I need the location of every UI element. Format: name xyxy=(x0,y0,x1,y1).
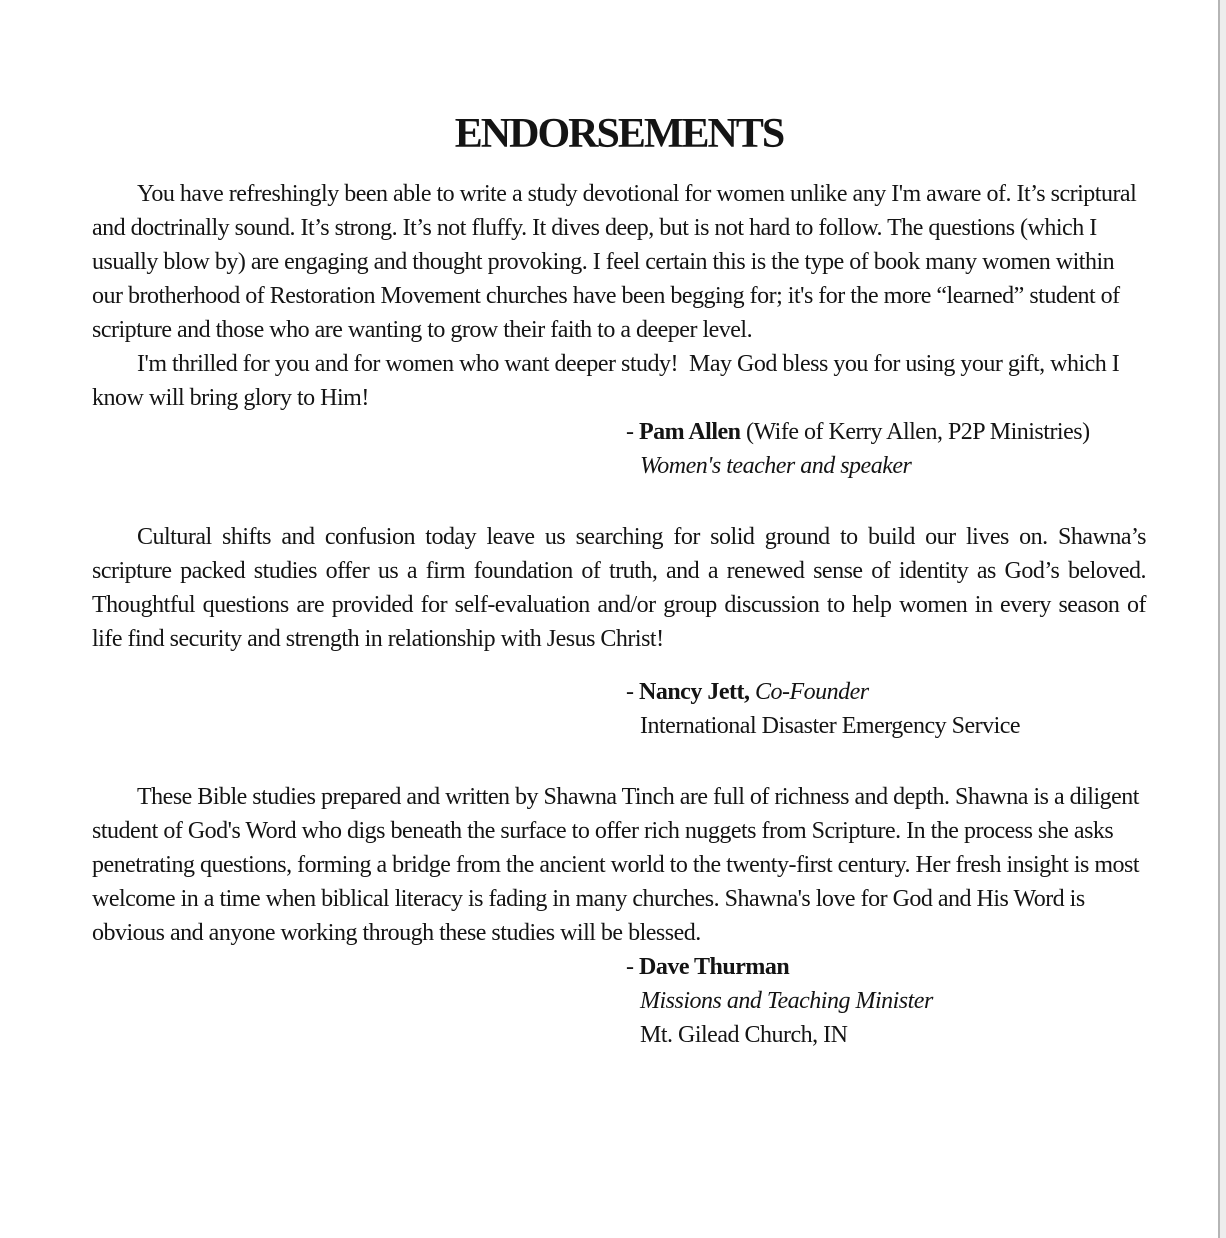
attribution-name: Dave Thurman xyxy=(639,954,790,980)
page-title: ENDORSEMENTS xyxy=(454,111,784,157)
attribution xyxy=(92,675,1146,743)
endorsement-block-dave-thurman xyxy=(92,780,1146,1052)
attribution-name: Nancy Jett, xyxy=(639,679,750,705)
attribution xyxy=(92,950,1146,1052)
endorsement-paragraph: You have refreshingly been able to write a study devotional for women unlike any I'm aware of. It’s scriptural and doctrinally sound. It’s strong. It’s not fluffy. It dives deep, but is not hard to follow. The questions (which I usually blow by) are engaging and thought provoking. I feel certain this is the type of book many women within our brotherhood of Restoration Movement churches have been begging for; it's for the more “learned” student of scripture and those who are wanting to grow their faith to a deeper level. xyxy=(92,181,1137,343)
endorsement-paragraph: These Bible studies prepared and written by Shawna Tinch are full of richness and depth. Shawna is a diligent student of God's Word who digs beneath the surface to offer rich nuggets from Scripture. In the process she asks penetrating questions, forming a bridge from the ancient world to the twenty-first century. Her fresh insight is most welcome in a time when biblical literacy is fading in many churches. Shawna's love for God and His Word is obvious and anyone working through these studies will be blessed. xyxy=(92,784,1140,946)
attribution-name-line xyxy=(626,950,1146,984)
attribution-role: Co-Founder xyxy=(749,679,869,705)
attribution-name-line xyxy=(626,415,1146,449)
page-content xyxy=(92,0,1146,1052)
attribution-role-line: Women's teacher and speaker xyxy=(640,453,912,479)
endorsement-paragraph: Cultural shifts and confusion today leave us searching for solid ground to build our lives on. Shawna’s scripture packed studies offer us a firm foundation of truth, and a renewed sense of identity as God’s beloved. Thoughtful questions are provided for self-evaluation and/or group discussion to help women in every season of life find security and strength in relationship with Jesus Christ! xyxy=(92,524,1146,652)
attribution-role-line: Missions and Teaching Minister xyxy=(640,988,933,1014)
attribution-name-line xyxy=(626,675,1146,709)
endorsement-block-nancy-jett xyxy=(92,520,1146,743)
attribution-org-line: Mt. Gilead Church, IN xyxy=(640,1022,848,1048)
attribution-dash: - xyxy=(626,419,639,445)
endorsement-paragraph: I'm thrilled for you and for women who want deeper study! May God bless you for using your gift, which I know will bring glory to Him! xyxy=(92,351,1120,411)
page-edge-strip xyxy=(1218,0,1226,1238)
endorsement-block-pam-allen xyxy=(92,177,1146,483)
attribution-detail: (Wife of Kerry Allen, P2P Ministries) xyxy=(740,419,1090,445)
attribution-dash: - xyxy=(626,954,639,980)
attribution-name: Pam Allen xyxy=(639,419,741,445)
attribution-dash: - xyxy=(626,679,639,705)
attribution-org-line: International Disaster Emergency Service xyxy=(640,713,1021,739)
attribution xyxy=(92,415,1146,483)
